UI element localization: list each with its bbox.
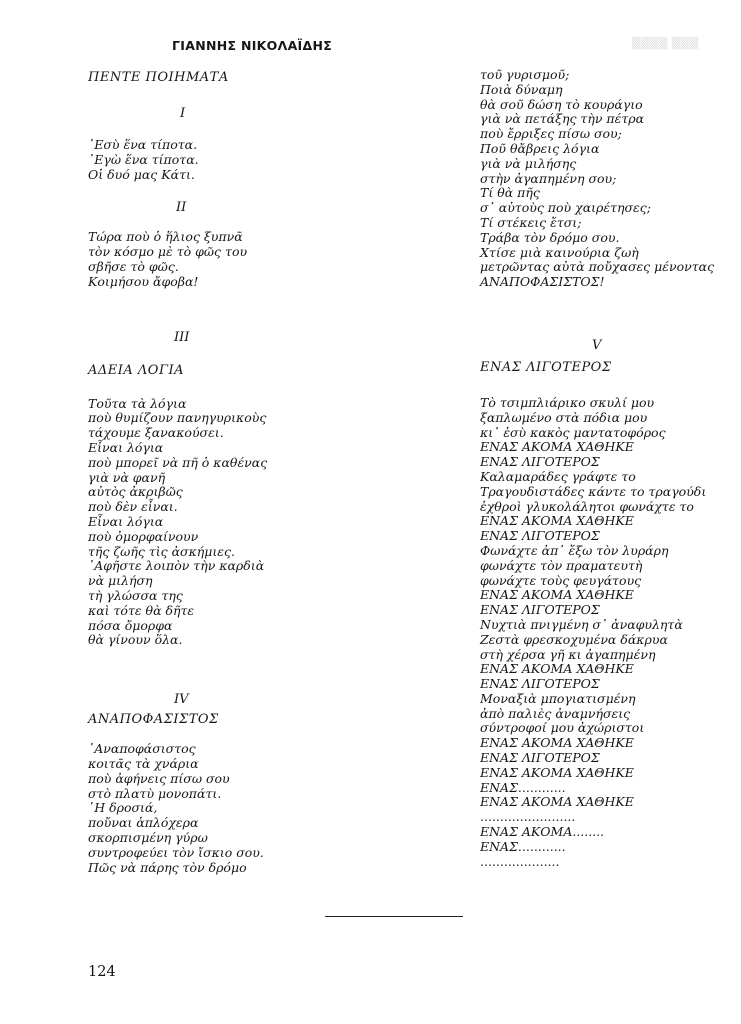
poem-line: Πῶς νὰ πάρης τὸν δρόμο: [88, 859, 247, 875]
poem-line: αὐτὸς ἀκριβῶς: [88, 484, 183, 500]
poem-line: ποὺ ἔρριξες πίσω σου;: [480, 126, 622, 142]
poem-line: ᾿Εγὼ ἕνα τίποτα.: [88, 151, 199, 167]
poem-line: Χτίσε μιὰ καινούρια ζωὴ: [480, 244, 639, 260]
poem-line: τὸν κόσμο μὲ τὸ φῶς του: [88, 244, 248, 260]
poem-line: Εἶναι λόγια: [88, 513, 164, 529]
poem-line: Νυχτιὰ πνιγμένη σ᾿ ἀναφυλητὰ: [480, 616, 683, 632]
poem-line: γιὰ νὰ πετάξης τὴν πέτρα: [480, 111, 645, 127]
poem-line: τοῦ γυρισμοῦ;: [480, 67, 570, 82]
poem-line: ΕΝΑΣ ΛΙΓΟΤΕΡΟΣ: [480, 750, 600, 766]
poem-line: Εἶναι λόγια: [88, 439, 164, 455]
poem-line: στὴν ἀγαπημένη σου;: [480, 170, 617, 186]
poem-line: ΕΝΑΣ ΛΙΓΟΤΕΡΟΣ: [480, 528, 600, 544]
poem-line: ᾿Αφῆστε λοιπὸν τὴν καρδιὰ: [88, 558, 265, 574]
poem-line: Ποῦ θἄβρεις λόγια: [480, 140, 600, 156]
poem-line: ξαπλωμένο στὰ πόδια μου: [480, 409, 648, 425]
poem-line: ποὺ ὀμορφαίνουν: [88, 528, 199, 544]
poem-line: ΕΝΑΣ ΑΚΟΜΑ........: [480, 824, 605, 840]
poem-line: Τραγουδιστάδες κάντε το τραγούδι: [480, 483, 707, 499]
poem-line: κοιτᾶς τὰ χνάρια: [88, 755, 199, 771]
poem-line: Ποιὰ δύναμη: [480, 81, 563, 97]
poem-line: Μοναξιὰ μπογιατισμένη: [480, 690, 636, 706]
poem-line: Τώρα ποὺ ὁ ἥλιος ξυπνᾶ: [88, 229, 243, 245]
right-column: [480, 68, 720, 869]
poem-line: θὰ γίνουν ὅλα.: [88, 632, 183, 648]
poem-line: ΕΝΑΣ ΑΚΟΜΑ ΧΑΘΗΚΕ: [480, 439, 634, 455]
poem-line: κι᾿ ἐσὺ κακὸς μαντατοφόρος: [480, 424, 666, 440]
poem-4-body-left: [88, 742, 388, 875]
poem-line: ποὺ θυμίζουν πανηγυρικοὺς: [88, 410, 267, 426]
poem-line: νὰ μιλήση: [88, 573, 153, 589]
poem-line: Τὸ τσιμπλιάρικο σκυλί μου: [480, 394, 655, 410]
poem-line: σύντροφοί μου ἀχώριστοι: [480, 720, 645, 736]
poem-line: Ζεστὰ φρεσκοχυμένα δάκρυα: [480, 631, 668, 647]
poem-line: φωνάχτε τοὺς φευγάτους: [480, 572, 642, 588]
poem-1-body: [88, 138, 388, 182]
poem-line: ῾Η δροσιά,: [88, 800, 158, 816]
poem-line: συντροφεύει τὸν ἴσκιο σου.: [88, 844, 264, 860]
poem-line: τῆς ζωῆς τὶς ἀσκήμιες.: [88, 543, 235, 559]
poem-line: ᾿Εσὺ ἕνα τίποτα.: [88, 137, 198, 152]
poem-3-title: ΑΔΕΙΑ ΛΟΓΙΑ: [88, 362, 185, 378]
poem-4-body-right: [480, 68, 720, 290]
poem-1-numeral: I: [180, 106, 186, 121]
poem-line: ΕΝΑΣ ΛΙΓΟΤΕΡΟΣ: [480, 454, 600, 470]
poem-line: Τράβα τὸν δρόμο σου.: [480, 229, 620, 245]
poem-line: ΑΝΑΠΟΦΑΣΙΣΤΟΣ!: [480, 274, 605, 290]
poem-line: τάχουμε ξανακούσει.: [88, 425, 224, 441]
poem-line: Καλαμαράδες γράφτε το: [480, 468, 636, 484]
poem-line: Τί θὰ πῆς: [480, 185, 540, 201]
left-column: [88, 70, 388, 875]
poem-line: τὴ γλώσσα της: [88, 587, 183, 603]
poem-line: σ᾿ αὐτοὺς ποὺ χαιρέτησες;: [480, 200, 651, 216]
poem-3-body: [88, 397, 388, 649]
poem-line: ποὺ μπορεῖ νὰ πῆ ὁ καθένας: [88, 454, 268, 470]
poem-line: ἀπὸ παλιὲς ἀναμνήσεις: [480, 705, 631, 721]
poem-line: Οἱ δυό μας Κάτι.: [88, 166, 195, 182]
poem-line: σβῆσε τὸ φῶς.: [88, 258, 179, 274]
poem-4-title: ΑΝΑΠΟΦΑΣΙΣΤΟΣ: [88, 712, 219, 728]
poem-line: φωνάχτε τὸν πραματευτὴ: [480, 557, 643, 573]
page-number: 124: [88, 964, 116, 980]
poem-line: ποὺ δὲν εἶναι.: [88, 499, 178, 515]
poem-line: γιὰ νὰ φανῆ: [88, 469, 166, 485]
section-divider: [325, 916, 463, 917]
poem-2-body: [88, 230, 388, 289]
poem-line: ....................: [480, 853, 560, 869]
poem-line: ἐχθροὶ γλυκολάλητοι φωνάχτε το: [480, 498, 694, 514]
poem-line: ΕΝΑΣ ΑΚΟΜΑ ΧΑΘΗΚΕ: [480, 587, 634, 603]
poem-line: θὰ σοῦ δώση τὸ κουράγιο: [480, 96, 643, 112]
bleed-through-text: ▒▒▒▒ ▒▒▒: [632, 37, 699, 50]
author-header: ΓΙΑΝΝΗΣ ΝΙΚΟΛΑΪΔΗΣ: [172, 38, 333, 53]
poem-line: στὸ πλατὺ μονοπάτι.: [88, 785, 222, 801]
poem-line: ΕΝΑΣ ΑΚΟΜΑ ΧΑΘΗΚΕ: [480, 794, 634, 810]
poem-5-title: ΕΝΑΣ ΛΙΓΟΤΕΡΟΣ: [480, 359, 612, 375]
poem-line: καὶ τότε θὰ δῆτε: [88, 602, 195, 618]
poem-line: ποὔναι ἁπλόχερα: [88, 815, 199, 831]
poem-2-numeral: II: [176, 200, 187, 216]
poem-line: ΕΝΑΣ............: [480, 779, 566, 795]
poem-5-body: [480, 396, 720, 870]
poem-line: Κοιμήσου ἄφοβα!: [88, 273, 199, 289]
collection-title: ΠΕΝΤΕ ΠΟΙΗΜΑΤΑ: [88, 70, 229, 85]
poem-line: Τοῦτα τὰ λόγια: [88, 395, 187, 411]
poem-line: Τί στέκεις ἔτσι;: [480, 214, 582, 230]
poem-line: ΕΝΑΣ ΑΚΟΜΑ ΧΑΘΗΚΕ: [480, 735, 634, 751]
poem-line: ........................: [480, 809, 576, 825]
poem-line: ΕΝΑΣ ΑΚΟΜΑ ΧΑΘΗΚΕ: [480, 513, 634, 529]
poem-line: σκορπισμένη γύρω: [88, 829, 208, 845]
poem-line: ΕΝΑΣ............: [480, 838, 566, 854]
poem-line: Φωνάχτε ἀπ᾿ ἔξω τὸν λυράρη: [480, 542, 669, 558]
poem-line: πόσα ὄμορφα: [88, 617, 173, 633]
poem-line: στὴ χέρσα γῆ κι ἀγαπημένη: [480, 646, 656, 662]
poem-line: γιὰ νὰ μιλήσης: [480, 155, 577, 171]
poem-5-numeral: V: [592, 337, 602, 353]
poem-line: ΕΝΑΣ ΛΙΓΟΤΕΡΟΣ: [480, 676, 600, 692]
poem-line: ΕΝΑΣ ΑΚΟΜΑ ΧΑΘΗΚΕ: [480, 661, 634, 677]
poem-3-numeral: III: [174, 329, 190, 345]
poem-line: μετρῶντας αὐτὰ ποὔχασες μένοντας: [480, 259, 715, 275]
poem-4-numeral: IV: [174, 692, 189, 708]
poem-line: ΕΝΑΣ ΑΚΟΜΑ ΧΑΘΗΚΕ: [480, 764, 634, 780]
poem-line: ΕΝΑΣ ΛΙΓΟΤΕΡΟΣ: [480, 602, 600, 618]
poem-line: ποὺ ἀφήνεις πίσω σου: [88, 770, 230, 786]
poem-line: ᾿Αναποφάσιστος: [88, 741, 196, 757]
